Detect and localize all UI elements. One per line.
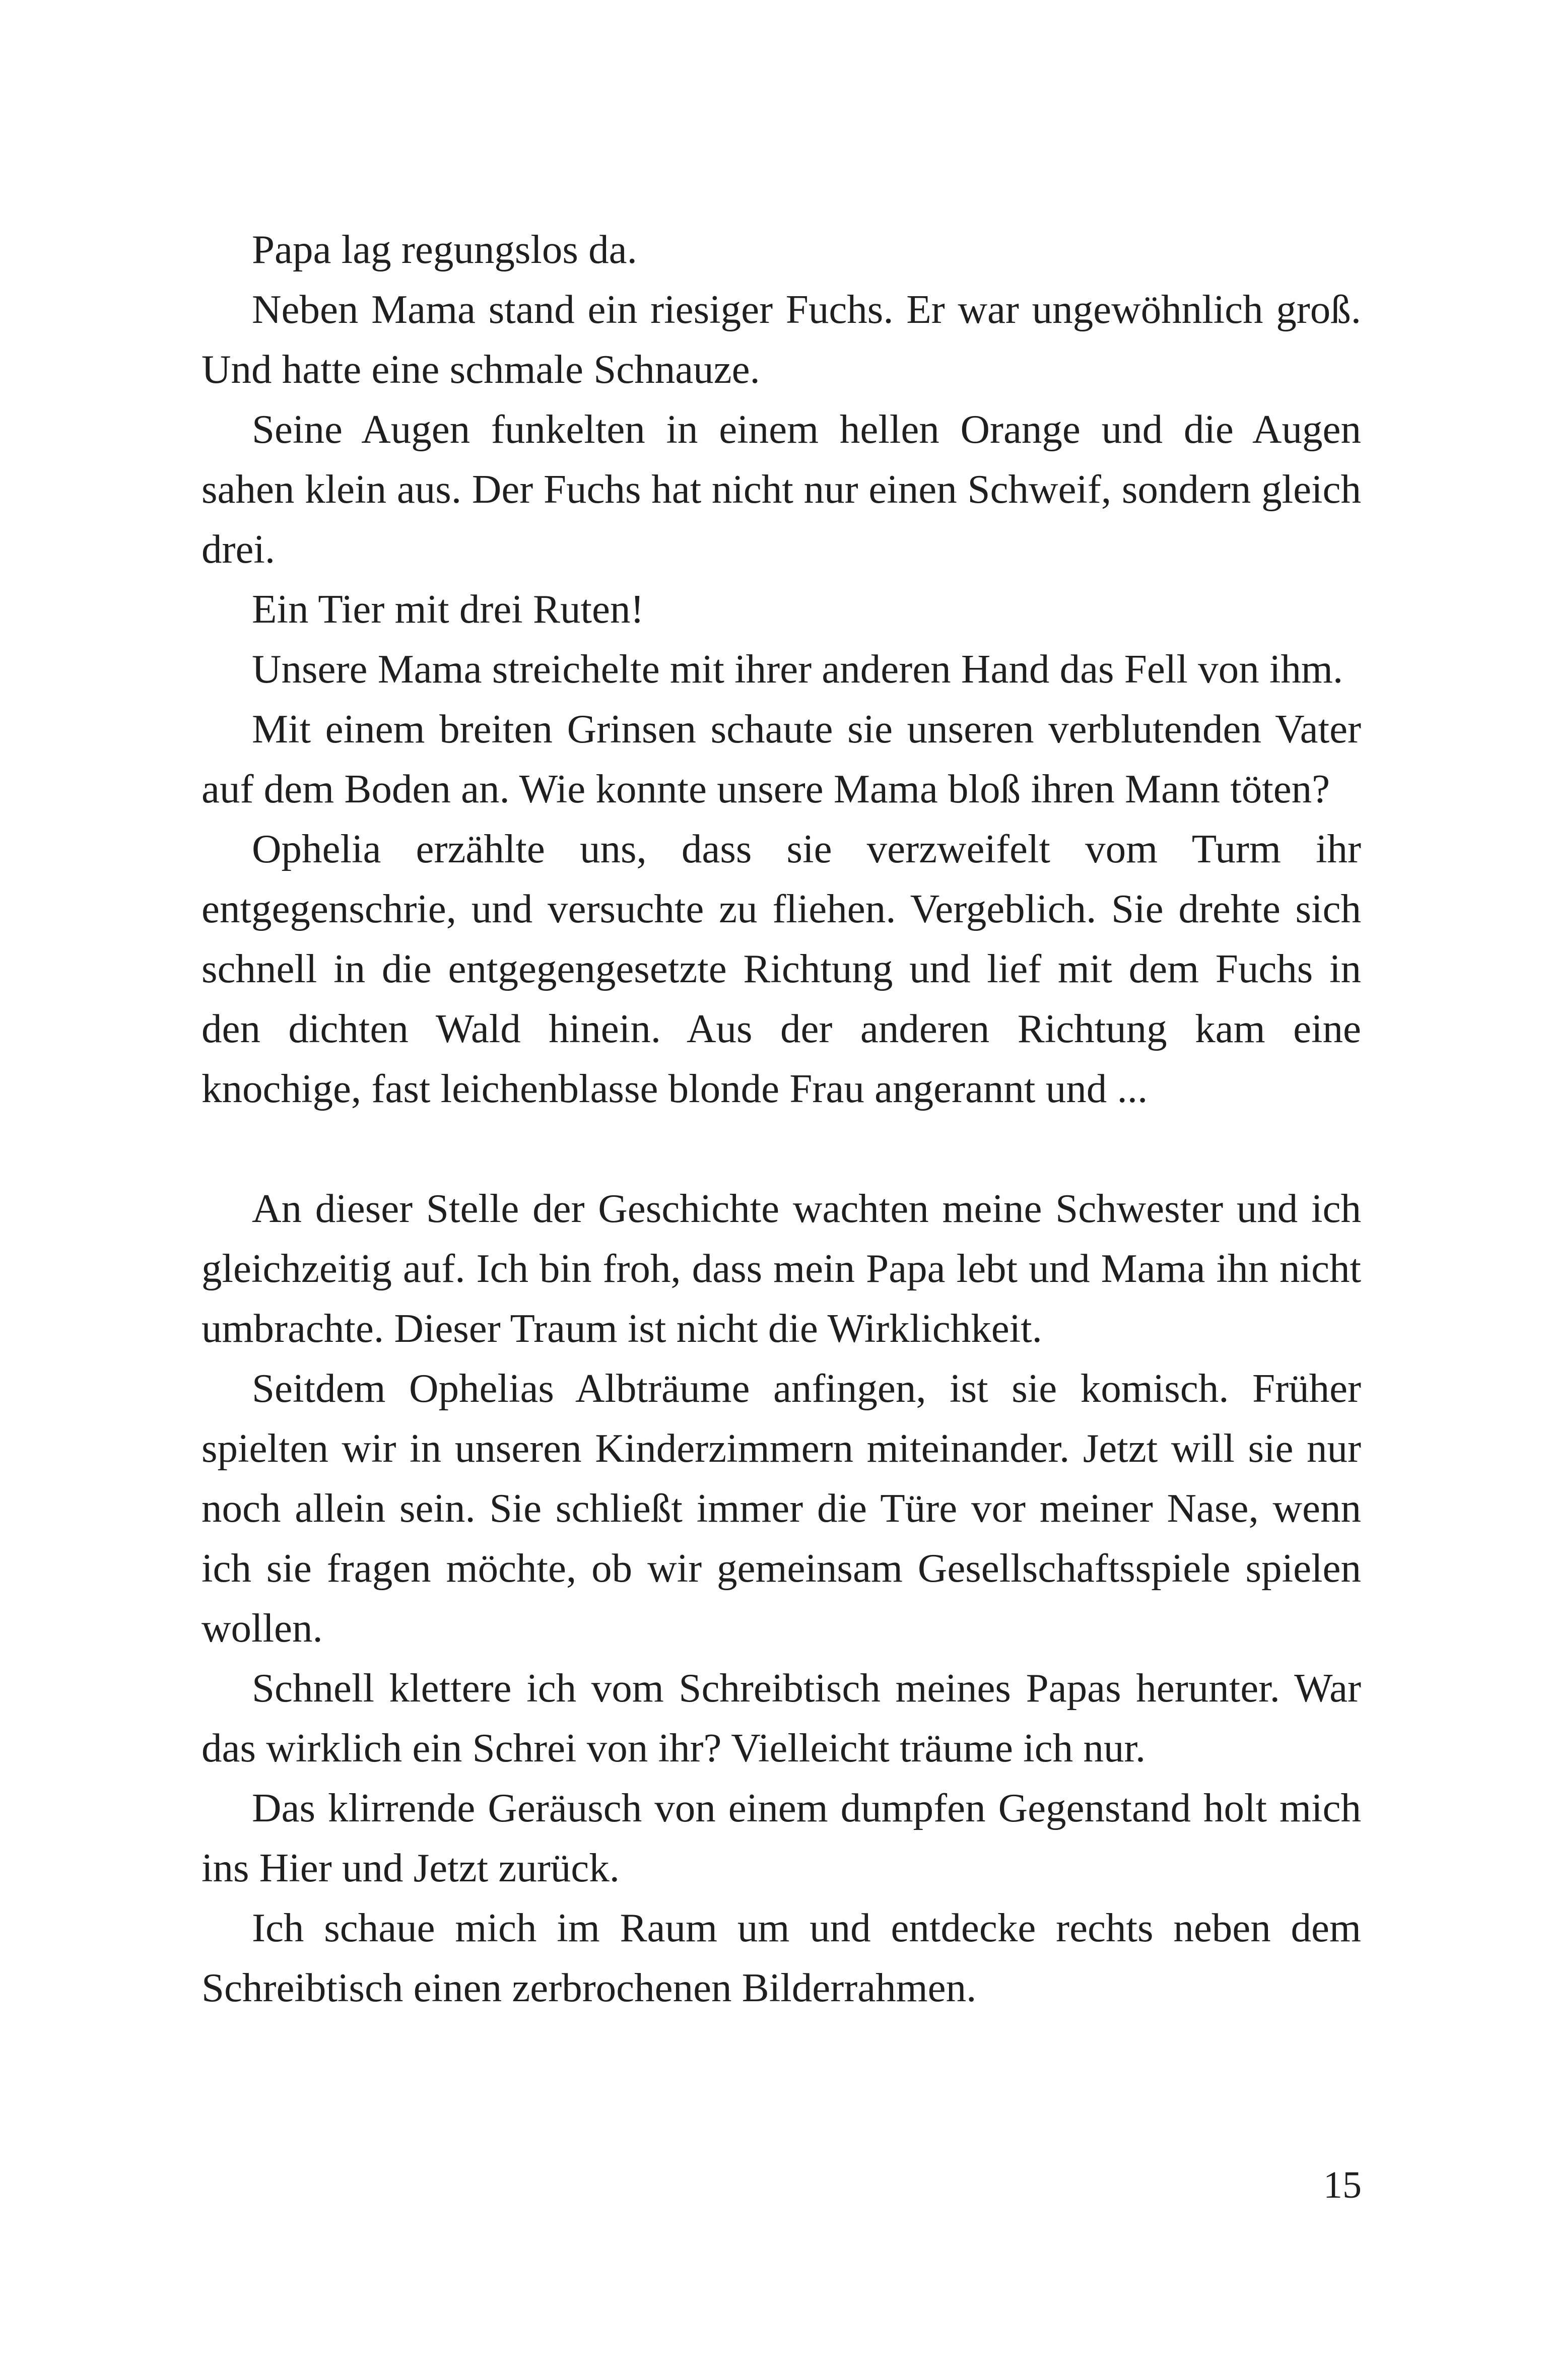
- paragraph: Papa lag regungslos da.: [252, 227, 637, 272]
- section-break: [201, 1119, 1361, 1179]
- paragraph: Ein Tier mit drei Ruten!: [252, 586, 644, 632]
- page-number: 15: [1323, 2164, 1362, 2206]
- body-text: [201, 220, 1361, 2018]
- paragraph: An dieser Stelle der Geschichte wachten meine Schwester und ich gleichzeitig auf. Ich bin froh, dass mein Papa lebt und Mama ihn nicht umbrachte. Dieser Traum ist nicht die Wirklichkeit.: [201, 1186, 1361, 1351]
- paragraph: Mit einem breiten Grinsen schaute sie unseren verblutenden Vater auf dem Boden an. Wie konnte unsere Mama bloß ihren Mann töten?: [201, 706, 1361, 811]
- paragraph: Ophelia erzählte uns, dass sie verzweifelt vom Turm ihr entgegenschrie, und versuchte zu fliehen. Vergeblich. Sie drehte sich schnell in die entgegengesetzte Richtung und lief mit dem Fuchs in den dichten Wald hinein. Aus der anderen Richtung kam eine knochige, fast leichenblasse blonde Frau angerannt und ...: [201, 826, 1361, 1111]
- paragraph: Das klirrende Geräusch von einem dumpfen Gegenstand holt mich ins Hier und Jetzt zurück.: [201, 1785, 1361, 1890]
- paragraph: Seine Augen funkelten in einem hellen Orange und die Augen sahen klein aus. Der Fuchs hat nicht nur einen Schweif, sondern gleich drei.: [201, 406, 1361, 572]
- paragraph: Unsere Mama streichelte mit ihrer anderen Hand das Fell von ihm.: [252, 646, 1343, 692]
- paragraph: Schnell klettere ich vom Schreibtisch meines Papas herunter. War das wirklich ein Schrei von ihr? Vielleicht träume ich nur.: [201, 1665, 1361, 1771]
- paragraph: Neben Mama stand ein riesiger Fuchs. Er war ungewöhnlich groß. Und hatte eine schmale Schnauze.: [201, 287, 1361, 392]
- paragraph: Seitdem Ophelias Albträume anfingen, ist sie komisch. Früher spielten wir in unseren Kinderzimmern miteinander. Jetzt will sie nur noch allein sein. Sie schließt immer die Türe vor meiner Nase, wenn ich sie fragen möchte, ob wir gemeinsam Gesellschaftsspiele spielen wollen.: [201, 1366, 1361, 1651]
- paragraph: Ich schaue mich im Raum um und entdecke rechts neben dem Schreibtisch einen zerbrochenen Bilderrahmen.: [201, 1905, 1361, 2010]
